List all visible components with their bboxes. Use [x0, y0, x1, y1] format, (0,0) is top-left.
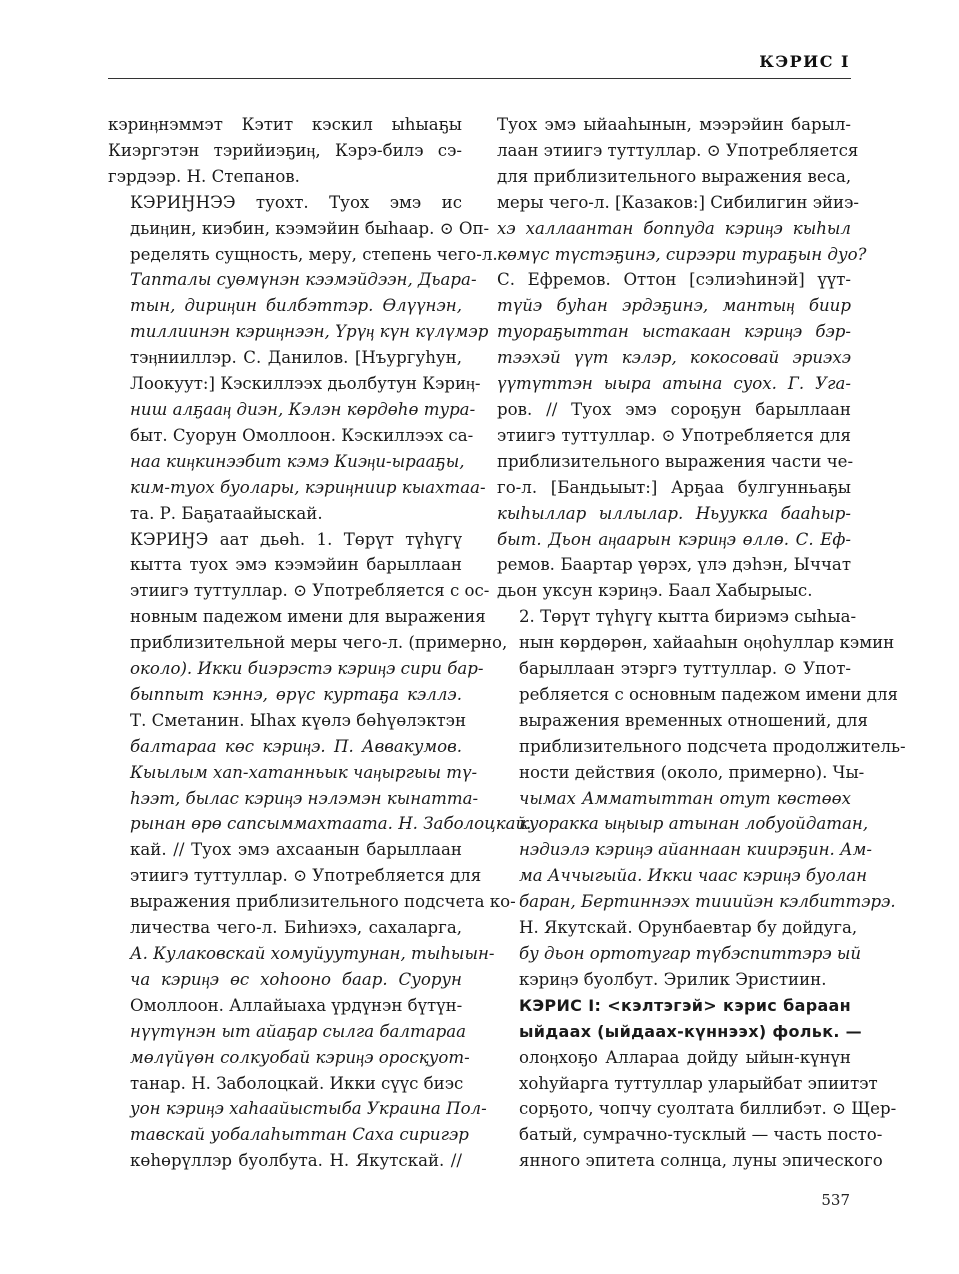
- text-line: ности действия (около, примерно). Чы-: [519, 762, 865, 782]
- text-line: Туох эмэ ыйааһынын, мээрэйин барыл-: [497, 115, 851, 134]
- text-line: меры чего-л. [Казаков:] Сибилигин эйиэ-: [497, 192, 860, 212]
- text-line: танар. Н. Заболоцкай. Икки сүүс биэс: [130, 1073, 464, 1093]
- text-line: приблизительного подсчета продолжитель-: [519, 736, 906, 756]
- text-line: кэриӊнэммэт Кэтит кэскил ыһыаҕы: [108, 115, 462, 134]
- text-line: рынан өрө сапсыммахтаата. Н. Заболоцкай.: [130, 814, 532, 834]
- text-line: ниш алҕааӊ диэн, Кэлэн көрдөһө тура-: [130, 399, 476, 419]
- text-line: хэ халлаантан боппуда кэриӊэ кыһыл: [497, 218, 851, 238]
- text-line: хоһуйарга туттуллар уларыйбат эпиитэт: [519, 1073, 878, 1093]
- text-line: барыллаан этэргэ туттуллар. ⊙ Упот-: [519, 659, 851, 679]
- text-line: Н. Якутскай. Орунбаевтар бу дойдуга,: [519, 918, 858, 938]
- text-line: ма Аччыгыйа. Икки чаас кэриӊэ буолан: [519, 866, 868, 886]
- text-line: КЭРИӇЭ аат дьөһ. 1. Төрүт түһүгү: [130, 529, 462, 549]
- text-line: батый, сумрачно-тусклый — часть посто-: [519, 1125, 883, 1145]
- left-column: [108, 112, 532, 1174]
- text-line: Тапталы суөмүнэн кээмэйдээн, Дьара-: [130, 270, 477, 290]
- text-line: куоракка ыӊыыр атынан лобуойдатан,: [519, 814, 869, 834]
- text-line: го-л. [Бандьыыт:] Арҕаа булгунньаҕы: [497, 477, 851, 497]
- text-line: наа киӊкинээбит кэмэ Киэӊи-ырааҕы,: [130, 451, 465, 471]
- text-line: тээхэй үүт кэлэр, кокосовай эриэхэ: [497, 348, 851, 368]
- text-line: нын көрдөрөн, хайааһын оӊоһуллар кэмин: [519, 633, 895, 653]
- header-rule: [108, 78, 851, 79]
- text-line: тын, дириӊин билбэттэр. Өлүүнэн,: [130, 296, 462, 316]
- running-title: КЭРИС I: [759, 52, 850, 71]
- text-line: туораҕыттан ыстакаан кэриӊэ бэр-: [497, 322, 851, 342]
- text-line: Т. Сметанин. Ыһах күөлэ бөһүөлэктэн: [130, 710, 466, 730]
- text-line: Омоллоон. Аллайыаха үрдүнэн бүтүн-: [130, 995, 463, 1015]
- text-line: чымах Амматыттан отут көстөөх: [519, 788, 851, 808]
- text-line: кай. // Туох эмэ ахсаанын барыллаан: [130, 840, 462, 860]
- text-line: личества чего-л. Биһиэхэ, сахаларга,: [130, 918, 462, 938]
- text-line: мөлүйүөн солкуобай кэриӊэ оросқуот-: [130, 1047, 470, 1067]
- text-line: Лоокуут:] Кэскиллээх дьолбутун Кэриӊ-: [130, 374, 481, 394]
- text-line: тавскай уобалаһыттан Саха сиригэр: [130, 1125, 469, 1145]
- text-line: ределять сущность, меру, степень чего-л.: [130, 244, 498, 264]
- text-line: этиигэ туттуллар. ⊙ Употребляется для: [497, 425, 851, 445]
- text-line: кыһыллар ыллылар. Ньуукка бааһыр-: [497, 503, 851, 523]
- text-line: этиигэ туттуллар. ⊙ Употребляется с ос-: [130, 581, 490, 601]
- text-line: балтараа көс кэриӊэ. П. Аввакумов.: [130, 736, 462, 756]
- text-line: бу дьон ортотугар түбэспиттэрэ ый: [519, 944, 862, 963]
- text-line: быт. Дьон аӊаарын кэриӊэ өллө. С. Еф-: [497, 529, 851, 549]
- text-line: этиигэ туттуллар. ⊙ Употребляется для: [130, 866, 482, 886]
- entry-kerine-cont: [497, 112, 867, 604]
- text-line: түйэ буһан эрдэҕинэ, мантыӊ биир: [497, 296, 851, 316]
- text-line: около). Икки биэрэстэ кэриӊэ сири бар-: [130, 659, 484, 679]
- text-line: янного эпитета солнца, луны эпического: [519, 1151, 883, 1171]
- text-line: һээт, былас кэриӊэ нэлэмэн кынатта-: [130, 788, 479, 808]
- text-line: КЭРИӇНЭЭ туохт. Туох эмэ ис: [130, 192, 462, 212]
- text-line: сорҕото, чопчу суолтата биллибэт. ⊙ Щер-: [519, 1099, 897, 1119]
- text-line: көмүс түстэҕинэ, сирээри тураҕын дуо?: [497, 244, 867, 264]
- text-line: үүтүттэн ыыра атына суох. Г. Уга-: [497, 374, 851, 394]
- text-line: быппыт кэннэ, өрүс куртаҕа кэллэ.: [130, 684, 462, 704]
- text-line: ребляется с основным падежом имени для: [519, 684, 899, 704]
- text-line: олоӊхоҕо Аллараа дойду ыйын-күнүн: [519, 1047, 851, 1067]
- text-line: дьон уксун кэриӊэ. Баал Хабырыыс.: [497, 581, 813, 601]
- text-line: приблизительного выражения части че-: [497, 451, 854, 471]
- text-line: выражения приблизительного подсчета ко-: [130, 892, 516, 912]
- text-line: кэриӊэ буолбут. Эрилик Эристиин.: [519, 969, 827, 989]
- entry-kerine: [108, 527, 532, 1175]
- text-line: та. Р. Баҕатаайыскай.: [130, 503, 323, 523]
- text-line: ремов. Баартар үөрэх, үлэ дэһэн, Ыччат: [497, 555, 851, 575]
- text-line: ыйдаах (ыйдаах-күннээх) фольк. —: [519, 1021, 862, 1041]
- text-line: тиллиинэн кэриӊнээн, Үрүӊ күн күлүмэр: [130, 322, 489, 342]
- text-line: ча кэриӊэ өс хоһооно баар. Суорун: [130, 969, 462, 989]
- entry-keris-1: [497, 993, 897, 1174]
- entry-continuation: [108, 112, 462, 190]
- entry-kerine-sense-2: [497, 604, 906, 993]
- text-line: тэӊнииллэр. С. Данилов. [Нъургуһун,: [130, 348, 462, 368]
- text-line: выражения временных отношений, для: [519, 710, 868, 730]
- right-column: [497, 112, 906, 1174]
- text-line: С. Ефремов. Оттон [сэлиэһинэй] үүт-: [497, 270, 851, 290]
- text-line: 2. Төрүт түһүгү кытта бириэмэ сыһыа-: [519, 607, 857, 627]
- text-line: гэрдээр. Н. Степанов.: [108, 166, 300, 186]
- text-line: приблизительной меры чего-л. (примерно,: [130, 633, 508, 653]
- text-line: уон кэриӊэ хаһаайыстыба Украина Пол-: [130, 1099, 487, 1119]
- text-line: новным падежом имени для выражения: [130, 607, 486, 627]
- text-line: Киэргэтэн тэрийиэҕиӊ, Кэрэ-билэ сэ-: [108, 140, 462, 160]
- text-line: кытта туох эмэ кээмэйин барыллаан: [130, 555, 462, 575]
- text-line: Кыылым хап-хатанньык чаӊыргыы тү-: [130, 762, 478, 782]
- text-line: дьиӊин, киэбин, кээмэйин быһаар. ⊙ Оп-: [130, 218, 490, 238]
- text-line: быт. Суорун Омоллоон. Кэскиллээх са-: [130, 425, 474, 445]
- text-line: көһөрүллэр буолбута. Н. Якутскай. //: [130, 1151, 462, 1171]
- entry-kerinnee: [108, 190, 498, 527]
- text-line: для приблизительного выражения веса,: [497, 166, 852, 186]
- text-line: А. Кулаковскай хомуйуутунан, тыһыын-: [130, 944, 495, 963]
- text-line: ким-туох буолары, кэриӊниир кыахтаа-: [130, 477, 486, 497]
- text-line: лаан этиигэ туттуллар. ⊙ Употребляется: [497, 140, 859, 160]
- text-line: нэдиэлэ кэриӊэ айаннаан киирэҕин. Ам-: [519, 840, 872, 860]
- text-line: КЭРИС I: <кэлтэгэй> кэрис бараан: [519, 995, 851, 1015]
- text-line: баран, Бертиннээх тииийэн кэлбиттэрэ.: [519, 892, 896, 912]
- page-number: 537: [821, 1191, 850, 1209]
- text-line: нүүтүнэн ыт айаҕар сылга балтараа: [130, 1021, 467, 1041]
- text-line: ров. // Туох эмэ сороҕун барыллаан: [497, 399, 851, 419]
